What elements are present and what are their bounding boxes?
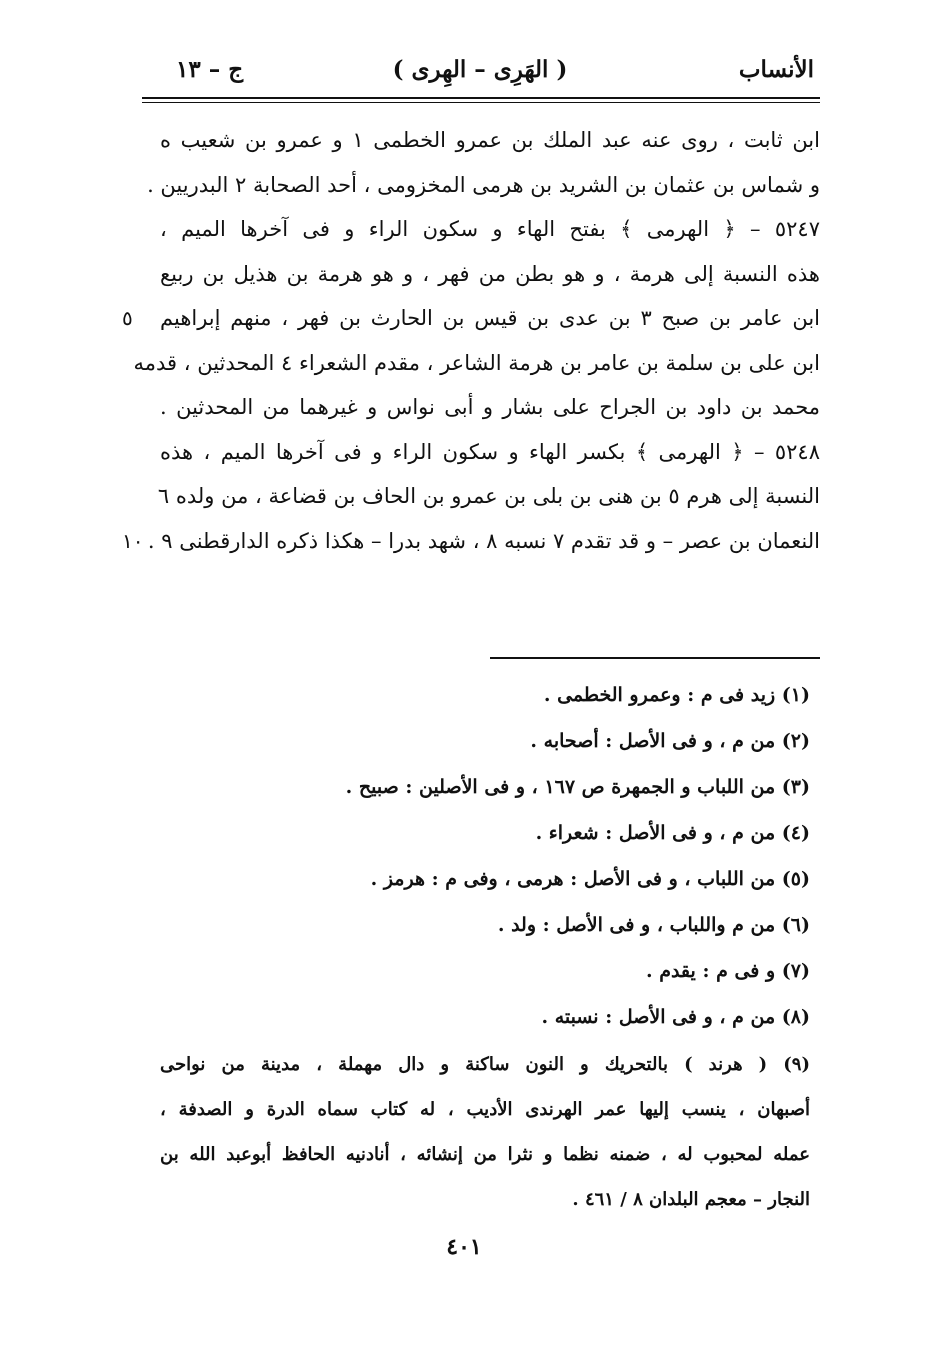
text-line: ٥٢٤٨ – ﴿ الهرمى ﴾ بكسر الهاء و سكون الراء و فى آخرها الميم ، هذه <box>160 439 820 464</box>
text-line: النسبة إلى هرم ٥ بن هنى بن بلى بن عمرو بن الحاف بن قضاعة ، من ولده ٦ <box>157 484 820 508</box>
text-line-10 <box>122 519 820 564</box>
footnotes <box>160 672 810 1040</box>
running-header <box>140 52 820 92</box>
footnote-4: (٤) من م ، و فى الأصل : شعراء . <box>535 822 810 844</box>
text-line: ابن على بن سلمة بن عامر بن هرمة الشاعر ، مقدم الشعراء ٤ المحدثين ، قدمه <box>133 350 820 375</box>
text-line: و شماس بن عثمان بن الشريد بن هرمى المخزومى ، أحد الصحابة ٢ البدريين . <box>147 172 820 197</box>
footnote-9-line: أصبهان ، ينسب إليها عمر الهرندى الأديب ، له كتاب سماه الدرة و الصدفة ، <box>160 1099 810 1120</box>
text-line-content: ابن عامر بن صبح ٣ بن عدى بن قيس بن الحارث بن فهر ، منهم إبراهيم <box>160 306 820 330</box>
main-text <box>122 118 820 563</box>
footnote-6: (٦) من م واللباب ، و فى الأصل : ولد . <box>497 914 810 936</box>
footnote-7: (٧) و فى م : يقدم . <box>645 960 810 982</box>
header-rule <box>142 97 820 99</box>
text-line: محمد بن داود بن الجراح على بشار و أبى نواس و غيرهما من المحدثين . <box>160 395 820 419</box>
footnote-rule <box>490 657 820 659</box>
page-number: ٤٠١ <box>446 1234 482 1260</box>
footnote-5: (٥) من اللباب ، و فى الأصل : هرمى ، وفى م : هرمز . <box>370 868 810 890</box>
header-volume: ج – ١٣ <box>176 56 244 83</box>
header-book-title: الأنساب <box>738 56 814 83</box>
text-line: هذه النسبة إلى هرمة ، و هو بطن من فهر ، و هو هرمة بن هذيل بن ربيع <box>160 261 820 286</box>
footnote-3: (٣) من اللباب و الجمهرة ص ١٦٧ ، و فى الأصلين : صبيح . <box>345 776 810 798</box>
header-rule-thin <box>142 102 820 103</box>
text-line: ٥٢٤٧ – ﴿ الهرمى ﴾ بفتح الهاء و سكون الراء و فى آخرها الميم ، <box>160 217 820 241</box>
text-line: ابن ثابت ، روى عنه عبد الملك بن عمرو الخطمى ١ و عمرو بن شعيب ه <box>160 128 820 152</box>
footnote-8: (٨) من م ، و فى الأصل : نسبته . <box>541 1006 810 1028</box>
header-section-title: ( الهَرِى – الهِرى ) <box>392 56 568 83</box>
footnote-9-line: النجار – معجم البلدان ٨ / ٤٦١ . <box>572 1189 810 1210</box>
footnote-2: (٢) من م ، و فى الأصل : أصحابه . <box>530 730 810 752</box>
footnote-9-line: عمله لمحبوب له ، ضمنه نظما و نثرا من إنشائه ، أنادنيه الحافظ أبوعبد الله بن <box>160 1144 810 1165</box>
line-number-5: ٥ <box>122 306 133 330</box>
footnote-9 <box>160 1042 810 1222</box>
footnote-1: (١) زيد فى م : وعمرو الخطمى . <box>543 684 810 706</box>
footnote-9-line: (٩) ( هرند ) بالتحريك و النون ساكنة و دال مهملة ، مدينة من نواحى <box>160 1054 810 1075</box>
text-line-content: النعمان بن عصر – و قد تقدم ٧ نسبه ٨ ، شهد بدرا – هكذا ذكره الدارقطنى ٩ . <box>147 528 820 553</box>
text-line-5 <box>122 296 820 341</box>
line-number-10: ١٠ <box>122 528 144 553</box>
